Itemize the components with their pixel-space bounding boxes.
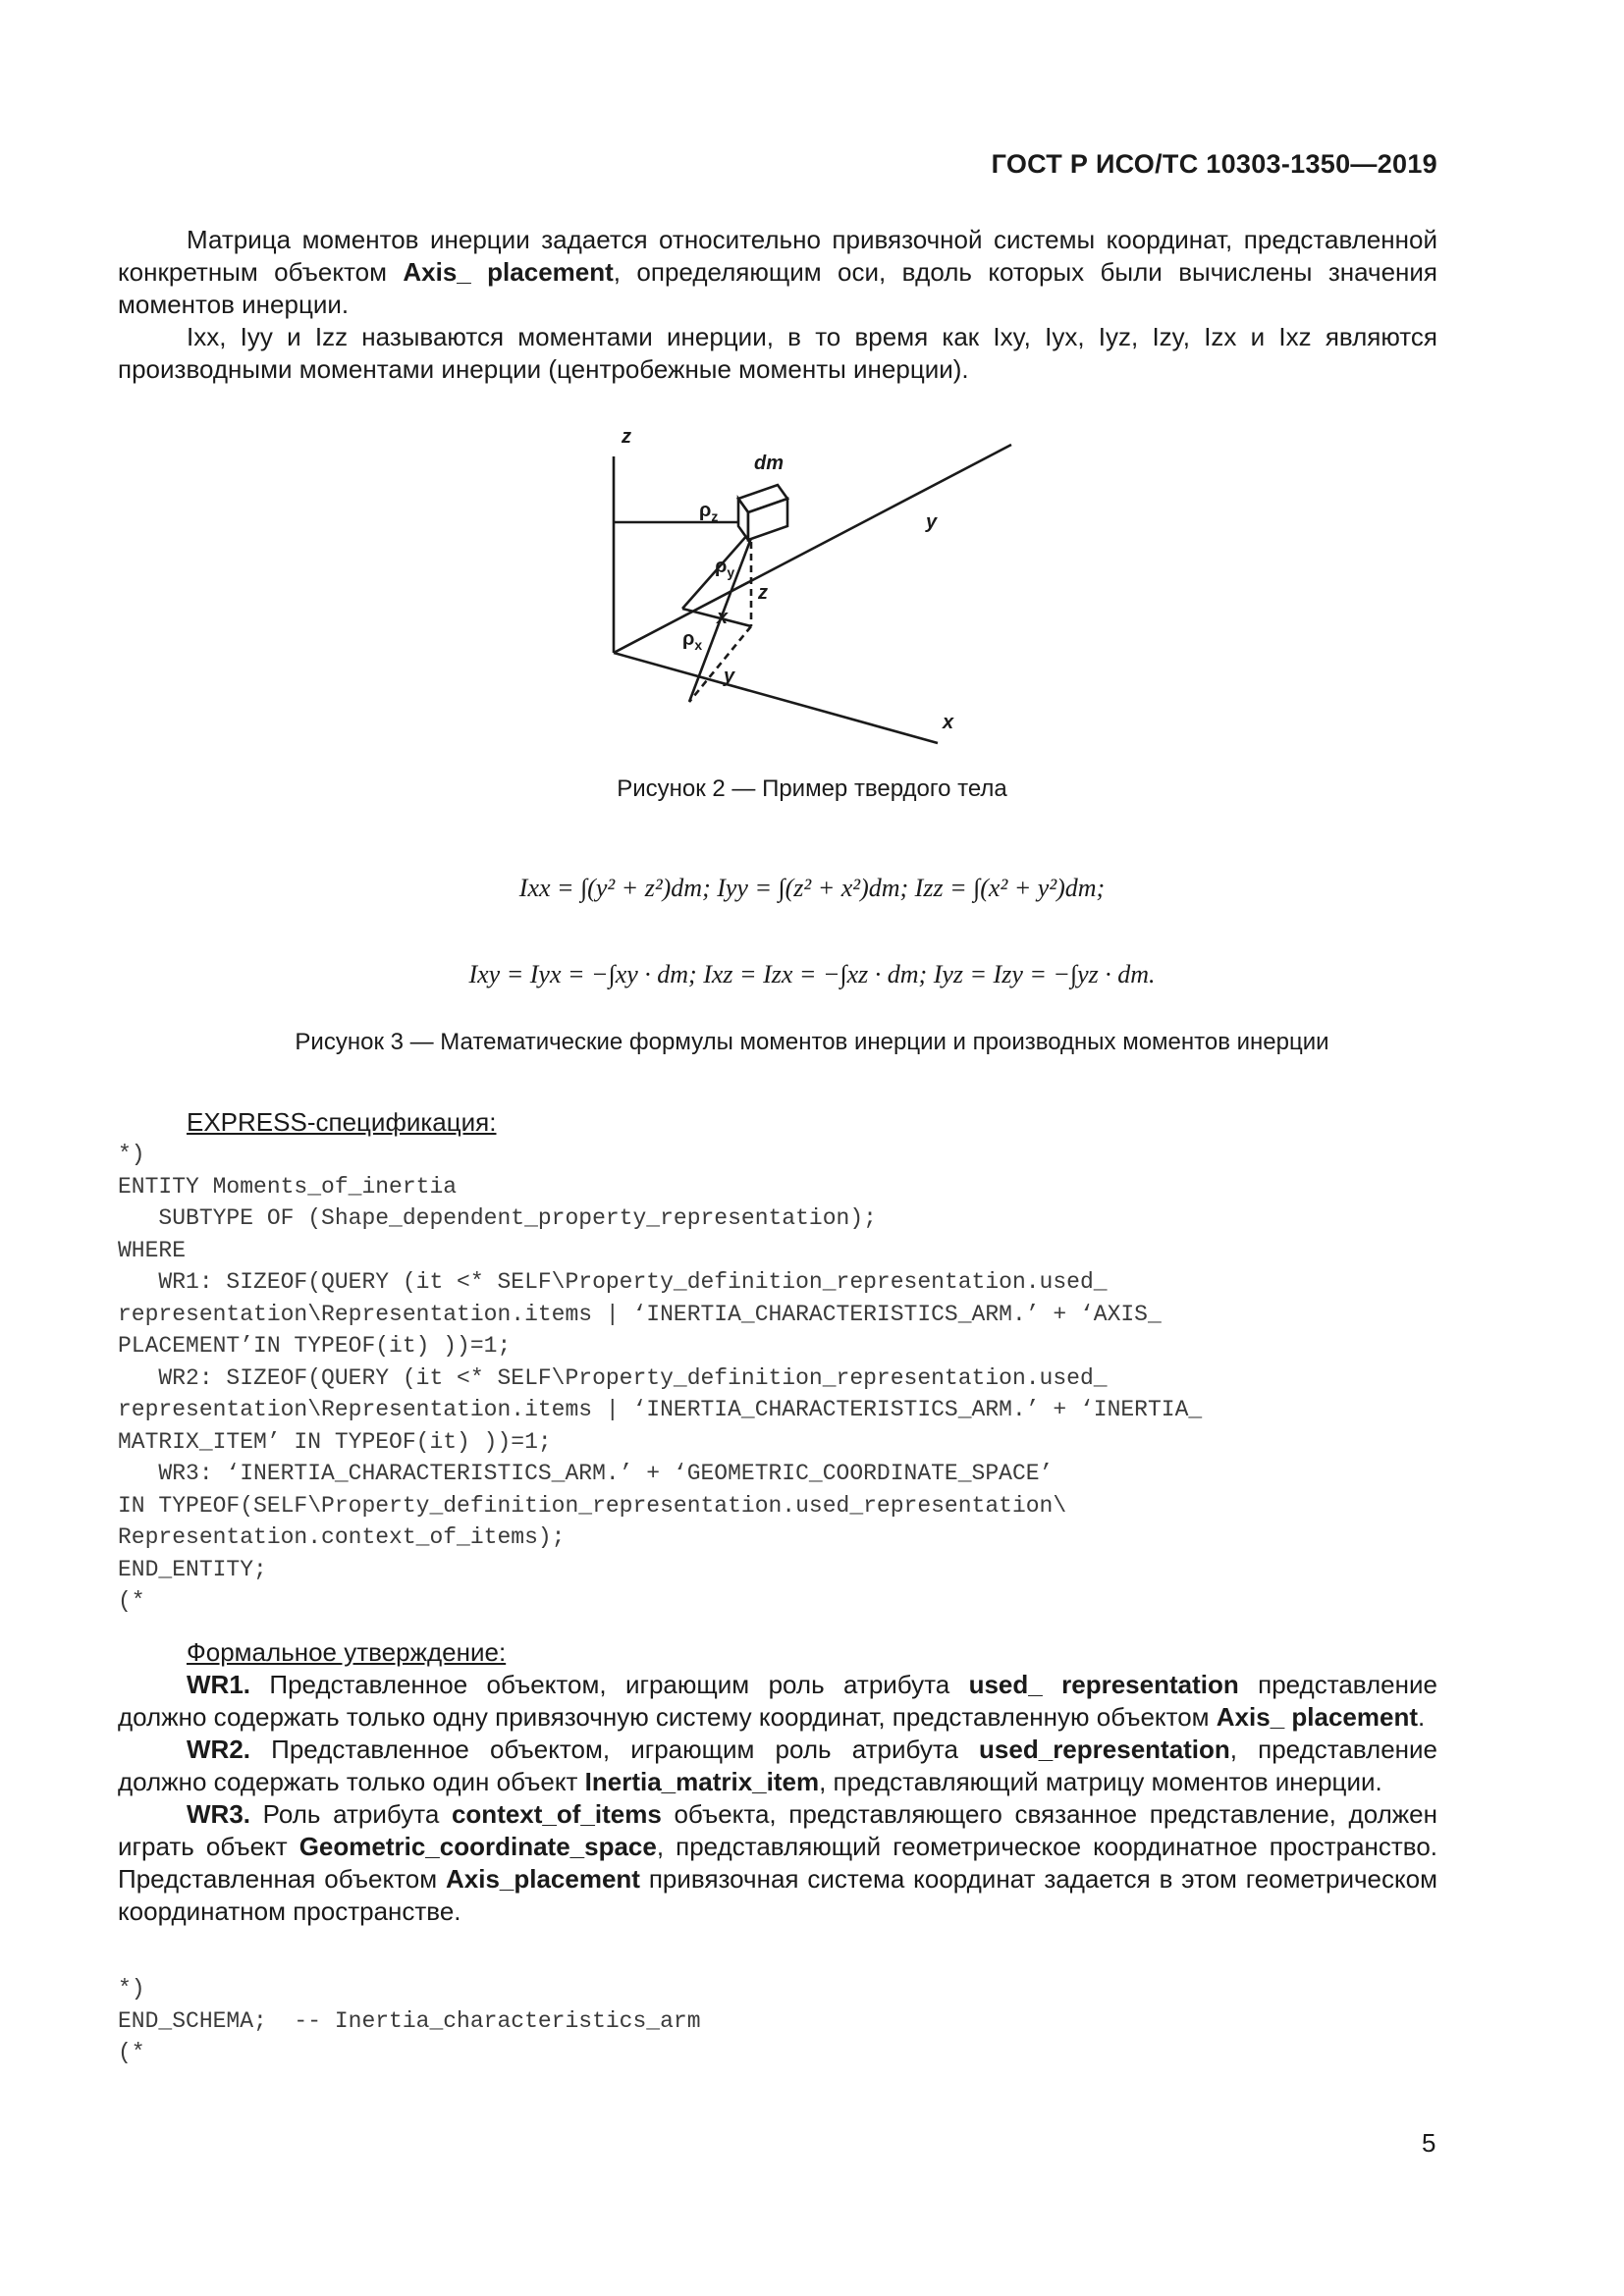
paragraph-inertia-matrix bbox=[118, 224, 1437, 321]
formal-heading: Формальное утверждение: bbox=[187, 1637, 507, 1667]
express-code-block: *) ENTITY Moments_of_inertia SUBTYPE OF (Shape_dependent_property_representation); WHERE WR1: SIZEOF(QUERY (it <* SELF\Property_definition_representation.used_ representation\Representation.items | ‘INERTIA_CHARACTERISTICS_ARM.’ + ‘AXIS_ PLACEMENT’IN TYPEOF(it) ))=1; WR2: SIZEOF(QUERY (it <* SELF\Property_definition_representation.used_ representation\Representation.items | ‘INERTIA_CHARACTERISTICS_ARM.’ + ‘INERTIA_ MATRIX_ITEM’ IN TYPEOF(it) ))=1; WR3: ‘INERTIA_CHARACTERISTICS_ARM.’ + ‘GEOMETRIC_COORDINATE_SPACE’ IN TYPEOF(SELF\Property_definition_representation.used_representation\ Representation.context_of_items); END_ENTITY; (* bbox=[118, 1142, 1203, 1614]
end-schema-code: *) END_SCHEMA; -- Inertia_characteristics_arm (* bbox=[118, 1976, 701, 2065]
para1-term: Axis_ placement bbox=[403, 257, 614, 287]
y-axis-label: y bbox=[926, 511, 938, 533]
para1-text-a: Матрица моментов инерции задается относительно привязочной системы координат, представленной конкретным объектом bbox=[118, 225, 1437, 287]
express-heading: EXPRESS-спецификация: bbox=[187, 1107, 497, 1137]
y-segment-label: y bbox=[724, 666, 735, 687]
x-segment-label: x bbox=[717, 607, 729, 628]
z-segment-label: z bbox=[758, 582, 768, 604]
rho-y-label: $\rho_y$ bbox=[715, 556, 735, 580]
wr2-paragraph: WR2. Представленное объектом, играющим роль атрибута used_representation, представление должно содержать только один объект Inertia_matrix_item, представляющий матрицу моментов инерции. bbox=[118, 1735, 1438, 1796]
figure2-caption: Рисунок 2 — Пример твердого тела bbox=[617, 775, 1007, 802]
formal-statements bbox=[118, 1669, 1437, 1928]
x-axis-line bbox=[614, 653, 938, 743]
formula-line-1: Ixx = ∫(y² + z²)dm; Iyy = ∫(z² + x²)dm; Izz = ∫(x² + y²)dm; bbox=[518, 874, 1106, 902]
para2-text: Ixx, Iyy и Izz называются моментами инерции, в то время как Ixy, Iyx, Iyz, Izy, Izx и Ixz являются производными моментами инерции (центробежные моменты инерции). bbox=[118, 322, 1437, 384]
formula-line-2: Ixy = Iyx = −∫xy · dm; Ixz = Izx = −∫xz · dm; Iyz = Izy = −∫yz · dm. bbox=[468, 960, 1156, 988]
dm-label: dm bbox=[754, 453, 784, 474]
page-number: 5 bbox=[1422, 2128, 1436, 2158]
rigid-body-figure bbox=[589, 426, 1001, 746]
document-header: ГОСТ Р ИСО/ТС 10303-1350—2019 bbox=[991, 149, 1437, 179]
paragraph-moments bbox=[118, 321, 1437, 386]
wr3-paragraph: WR3. Роль атрибута context_of_items объекта, представляющего связанное представление, должен играть объект Geometric_coordinate_space, представляющий геометрическое координатное пространство. Представленная объектом Axis_placement привязочная система координат задается в этом геометрическом координатном пространстве. bbox=[118, 1799, 1437, 1926]
wr1-paragraph: WR1. Представленное объектом, играющим роль атрибута used_ representation представление должно содержать только одну привязочную систему координат, представленную объектом Axis_ placement. bbox=[118, 1670, 1437, 1732]
figure3-caption: Рисунок 3 — Математические формулы моментов инерции и производных моментов инерции bbox=[295, 1029, 1329, 1055]
y-axis-line bbox=[614, 445, 1011, 653]
z-axis-label: z bbox=[622, 426, 631, 448]
rho-x-label: $\rho_x$ bbox=[682, 628, 703, 653]
para1-text-c: , определяющим оси, вдоль которых были вычислены значения моментов инерции. bbox=[118, 257, 1438, 319]
rho-z-label: $\rho_z$ bbox=[699, 500, 719, 524]
x-axis-label: x bbox=[943, 712, 954, 733]
